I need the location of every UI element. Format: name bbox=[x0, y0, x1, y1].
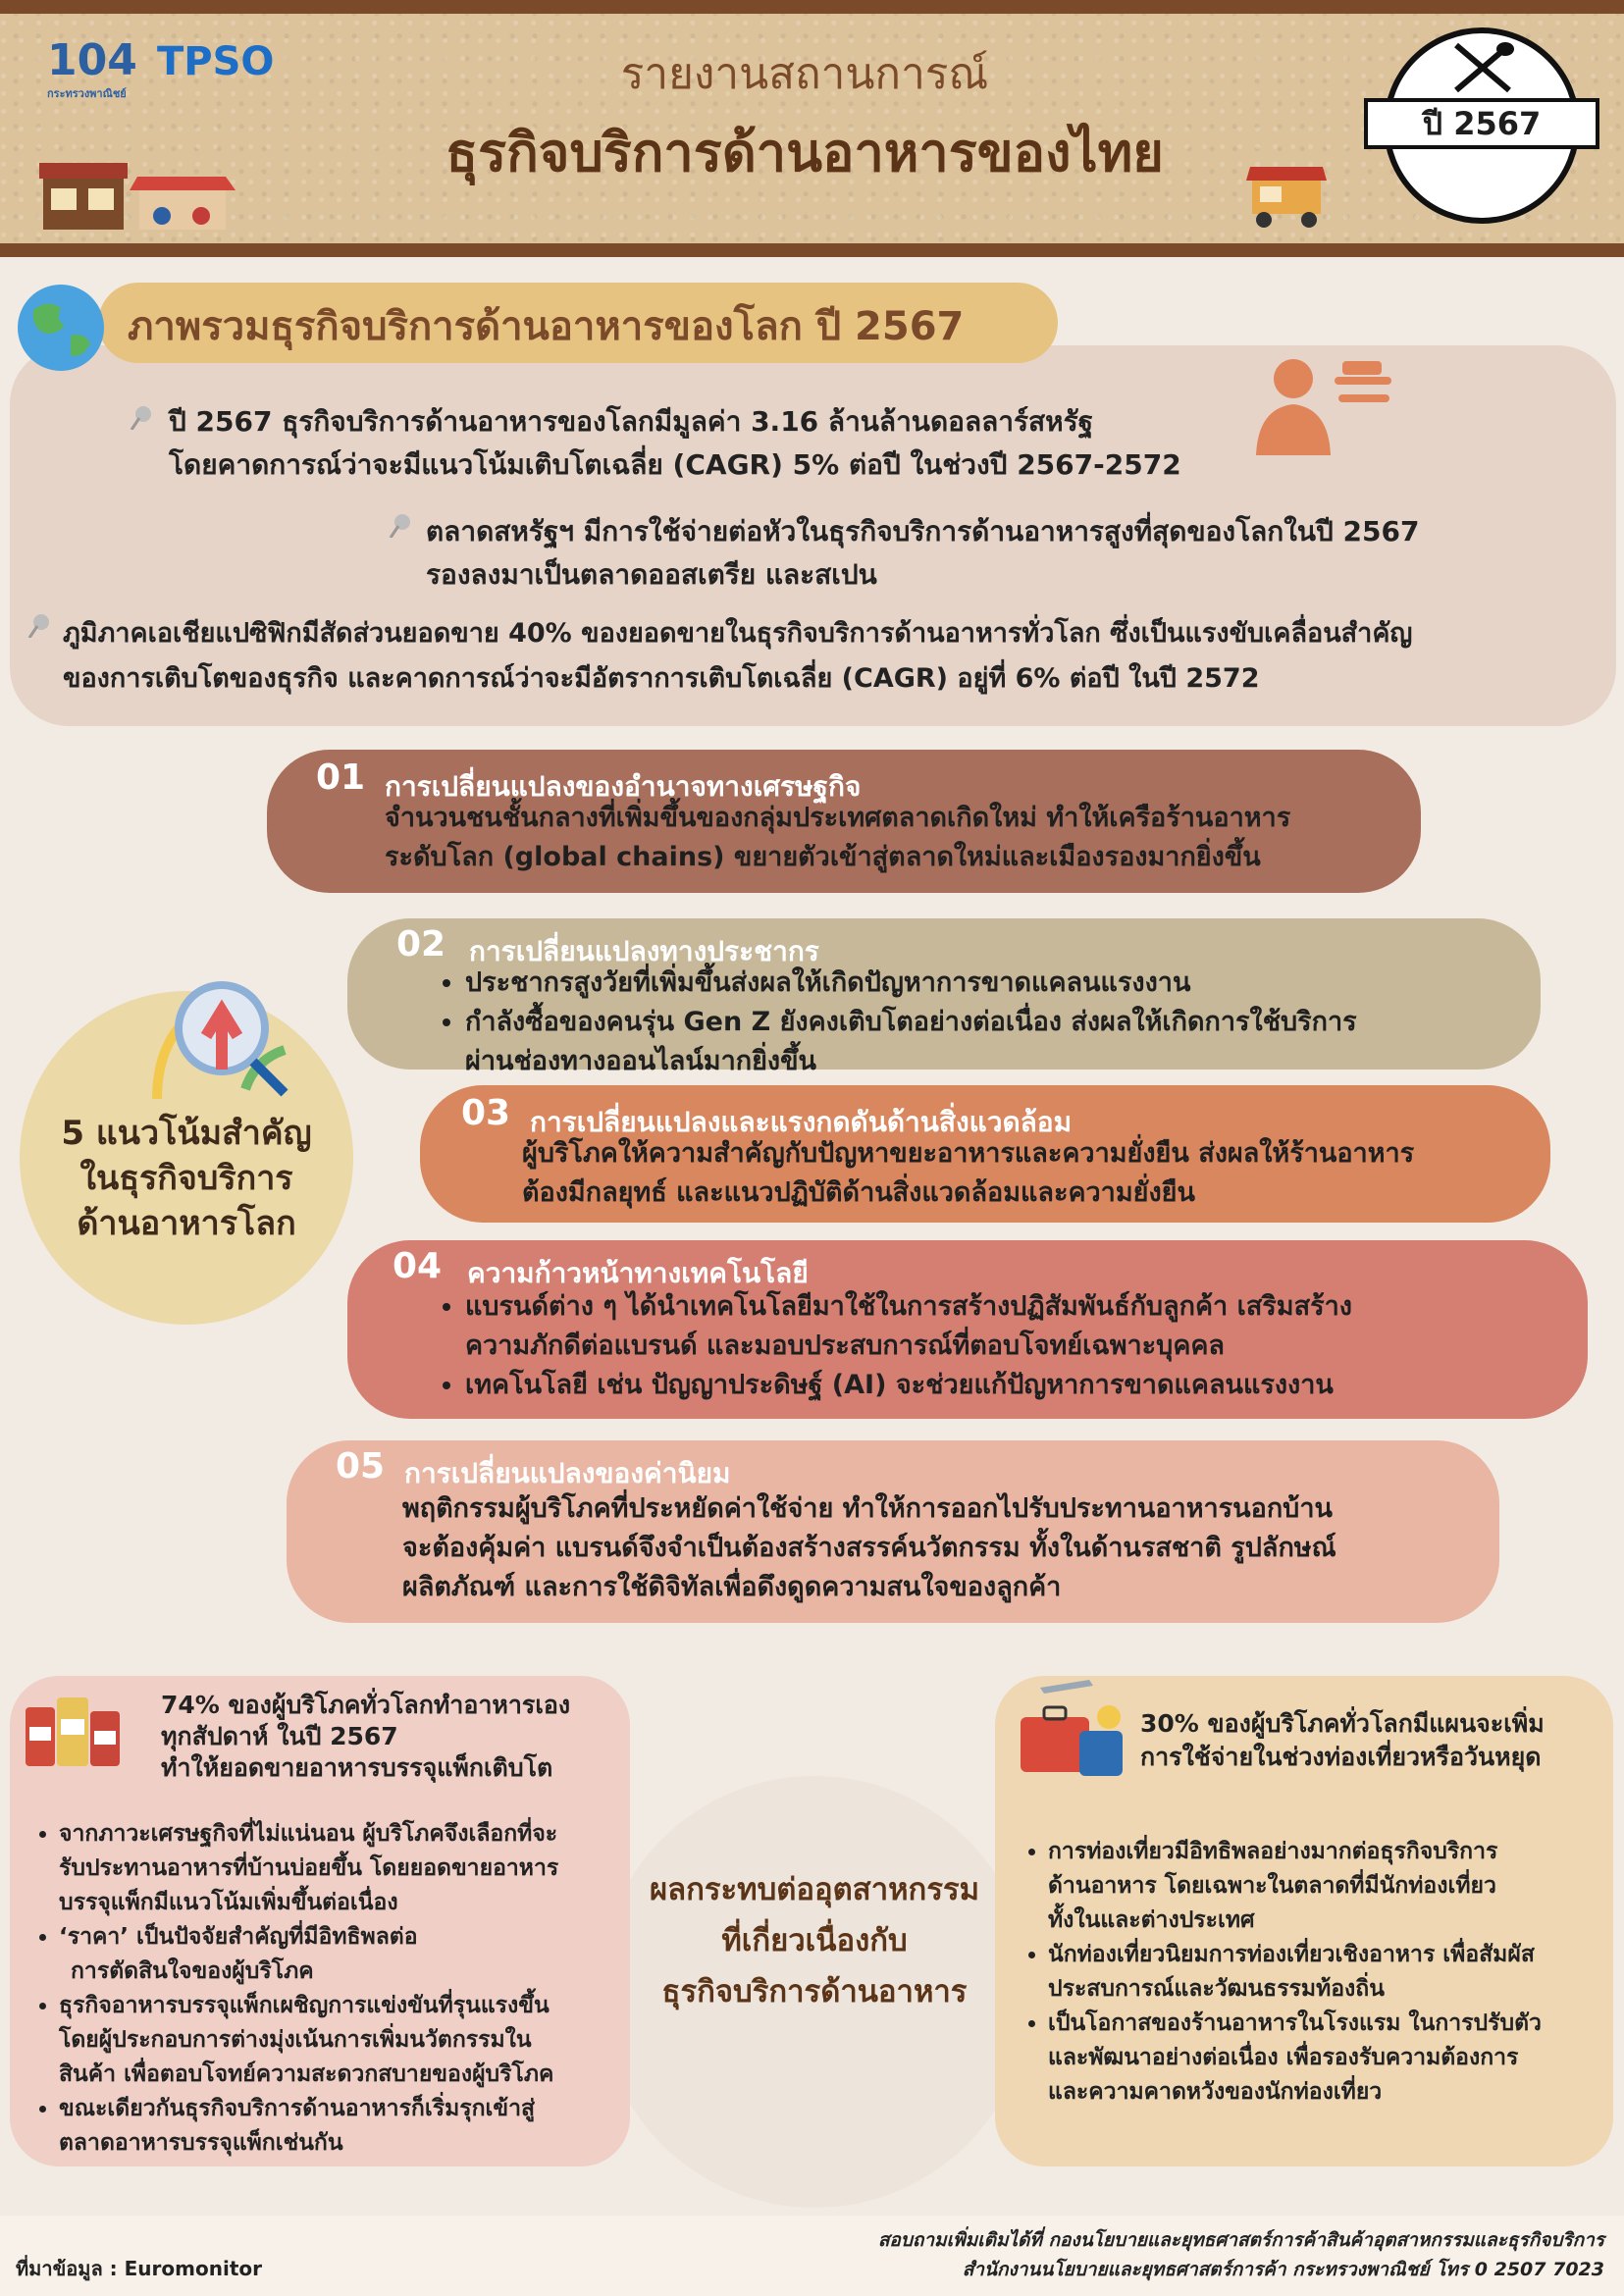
global-point1-line1: ปี 2567 ธุรกิจบริการด้านอาหารของโลกมีมูลค่า 3.16 ล้านล้านดอลลาร์สหรัฐ bbox=[169, 405, 1094, 438]
global-point1-line2: โดยคาดการณ์ว่าจะมีแนวโน้มเติบโตเฉลี่ย (CAGR) 5% ต่อปี ในช่วงปี 2567-2572 bbox=[169, 448, 1181, 481]
impact-left-b3-line2: โดยผู้ประกอบการต่างมุ่งเน้นการเพิ่มนวัตกรรมใน bbox=[59, 2027, 532, 2053]
trend-05-number: 05 bbox=[336, 1446, 386, 1487]
impact-center-line1: ผลกระทบต่ออุตสาหกรรม bbox=[649, 1872, 980, 1907]
global-section-title: ภาพรวมธุรกิจบริการด้านอาหารของโลก ปี 2567 bbox=[128, 304, 965, 349]
header-top-frame bbox=[0, 0, 1624, 14]
impact-left-b4-line1: • ขณะเดียวกันธุรกิจบริการด้านอาหารก็เริ่มรุกเข้าสู่ bbox=[59, 2096, 536, 2121]
trend-02-bullet1: • ประชากรสูงวัยที่เพิ่มขึ้นส่งผลให้เกิดปัญหาการขาดแคลนแรงงาน bbox=[465, 964, 1357, 1003]
impact-right-b1-line3: ทั้งในและต่างประเทศ bbox=[1048, 1907, 1255, 1933]
trend-02-number: 02 bbox=[396, 924, 446, 965]
impact-right-heading-line1: 30% ของผู้บริโภคทั่วโลกมีแผนจะเพิ่ม bbox=[1140, 1709, 1545, 1738]
footer-contact bbox=[878, 2225, 1604, 2284]
trend-04-bullet1 bbox=[465, 1287, 1352, 1366]
impact-left-bullet1 bbox=[59, 1817, 620, 1920]
trend-01-body bbox=[385, 799, 1290, 877]
trends-circle-label-line3: ด้านอาหารโลก bbox=[77, 1204, 296, 1243]
impact-left-heading-line2: ทุกสัปดาห์ ในปี 2567 bbox=[161, 1722, 398, 1750]
impact-left-heading-line3: ทำให้ยอดขายอาหารบรรจุแพ็กเติบโต bbox=[161, 1753, 553, 1782]
impact-right-b2-line2: ประสบการณ์และวัฒนธรรมท้องถิ่น bbox=[1048, 1976, 1385, 2002]
trend-03-line1: ผู้บริโภคให้ความสำคัญกับปัญหาขยะอาหารและความยั่งยืน ส่งผลให้ร้านอาหาร bbox=[522, 1138, 1415, 1169]
impact-right-b1-line1: • การท่องเที่ยวมีอิทธิพลอย่างมากต่อธุรกิจบริการ bbox=[1048, 1839, 1498, 1864]
impact-right-b3-line2: และพัฒนาอย่างต่อเนื่อง เพื่อรองรับความต้องการ bbox=[1048, 2045, 1519, 2070]
food-cart-icon bbox=[1244, 159, 1329, 230]
footer-contact-line1: สอบถามเพิ่มเติมได้ที่ กองนโยบายและยุทธศาสตร์การค้าสินค้าอุตสาหกรรมและธุรกิจบริการ bbox=[877, 2229, 1604, 2251]
trends-circle-label-line2: ในธุรกิจบริการ bbox=[79, 1159, 293, 1198]
impact-left-b4-line2: ตลาดอาหารบรรจุแพ็กเช่นกัน bbox=[59, 2130, 343, 2156]
trend-02-bullet2 bbox=[465, 1003, 1357, 1081]
waiter-icon bbox=[1244, 349, 1401, 457]
tpso-logo: TPSO bbox=[157, 39, 275, 84]
trend-05-body bbox=[402, 1489, 1336, 1607]
trend-03-body bbox=[522, 1134, 1414, 1213]
report-title-line2: ธุรกิจบริการด้านอาหารของไทย bbox=[445, 122, 1164, 183]
logo-104-text: 104 bbox=[47, 35, 137, 85]
impact-right-heading-line2: การใช้จ่ายในช่วงท่องเที่ยวหรือวันหยุด bbox=[1140, 1743, 1542, 1771]
impact-center-title bbox=[628, 1864, 1001, 2017]
trend-05-heading: การเปลี่ยนแปลงของค่านิยม bbox=[404, 1457, 731, 1489]
impact-left-b3-line3: สินค้า เพื่อตอบโจทย์ความสะดวกสบายของผู้บริโภค bbox=[59, 2061, 554, 2087]
impact-left-b1-line3: บรรจุแพ็กมีแนวโน้มเพิ่มขึ้นต่อเนื่อง bbox=[59, 1890, 398, 1915]
impact-right-list bbox=[1021, 1835, 1609, 2110]
trend-01-heading: การเปลี่ยนแปลงของอำนาจทางเศรษฐกิจ bbox=[385, 770, 862, 803]
trend-01-line2: ระดับโลก (global chains) ขยายตัวเข้าสู่ตลาดใหม่และเมืองรองมากยิ่งขึ้น bbox=[385, 842, 1261, 872]
global-point2-line1: ตลาดสหรัฐฯ มีการใช้จ่ายต่อหัวในธุรกิจบริการด้านอาหารสูงที่สุดของโลกในปี 2567 bbox=[426, 515, 1420, 548]
trend-04-number: 04 bbox=[393, 1246, 443, 1286]
impact-left-bullet4 bbox=[59, 2092, 620, 2161]
pushpin-icon bbox=[128, 404, 153, 430]
globe-icon bbox=[14, 281, 108, 375]
impact-left-bullet3 bbox=[59, 1989, 620, 2092]
impact-left-bullet2 bbox=[59, 1920, 620, 1989]
impact-left-heading bbox=[161, 1690, 570, 1784]
trend-05-line3: ผลิตภัณฑ์ และการใช้ดิจิทัลเพื่อดึงดูดความสนใจของลูกค้า bbox=[402, 1572, 1062, 1602]
trend-02-heading: การเปลี่ยนแปลงทางประชากร bbox=[469, 935, 819, 967]
trend-03-heading: การเปลี่ยนแปลงและแรงกดดันด้านสิ่งแวดล้อม bbox=[530, 1106, 1073, 1138]
impact-left-b1-line1: • จากภาวะเศรษฐกิจที่ไม่แน่นอน ผู้บริโภคจึงเลือกที่จะ bbox=[59, 1821, 558, 1847]
fork-spoon-icon bbox=[1448, 39, 1517, 94]
trend-02-bullet2-line1: • กำลังซื้อของคนรุ่น Gen Z ยังคงเติบโตอย่างต่อเนื่อง ส่งผลให้เกิดการใช้บริการ bbox=[465, 1007, 1357, 1037]
growth-magnifier-icon bbox=[137, 971, 294, 1109]
global-point3-line2: ของการเติบโตของธุรกิจ และคาดการณ์ว่าจะมีอัตราการเติบโตเฉลี่ย (CAGR) อยู่ที่ 6% ต่อปี ในปี 2572 bbox=[63, 663, 1260, 694]
trend-05-line1: พฤติกรรมผู้บริโภคที่ประหยัดค่าใช้จ่าย ทำให้การออกไปรับประทานอาหารนอกบ้าน bbox=[402, 1493, 1333, 1524]
impact-center-line3: ธุรกิจบริการด้านอาหาร bbox=[661, 1974, 968, 2009]
trend-03-number: 03 bbox=[461, 1093, 511, 1133]
ministry-logo bbox=[47, 35, 143, 100]
trend-02-body bbox=[432, 964, 1357, 1081]
travel-luggage-icon bbox=[1011, 1678, 1138, 1786]
trend-04-heading: ความก้าวหน้าทางเทคโนโลยี bbox=[467, 1257, 809, 1289]
pushpin-icon bbox=[26, 612, 51, 638]
trend-05-line2: จะต้องคุ้มค่า แบรนด์จึงจำเป็นต้องสร้างสรรค์นวัตกรรม ทั้งในด้านรสชาติ รูปลักษณ์ bbox=[402, 1533, 1336, 1563]
global-point3-line1: ภูมิภาคเอเชียแปซิฟิกมีสัดส่วนยอดขาย 40% ของยอดขายในธุรกิจบริการด้านอาหารทั่วโลก ซึ่งเป็นแรงขับเคลื่อนสำคัญ bbox=[63, 618, 1413, 649]
impact-right-b1-line2: ด้านอาหาร โดยเฉพาะในตลาดที่มีนักท่องเที่ยว bbox=[1048, 1873, 1496, 1899]
pushpin-icon bbox=[387, 512, 412, 538]
trend-04-bullet1-line1: • แบรนด์ต่าง ๆ ได้นำเทคโนโลยีมาใช้ในการสร้างปฏิสัมพันธ์กับลูกค้า เสริมสร้าง bbox=[465, 1291, 1352, 1322]
impact-left-heading-line1: 74% ของผู้บริโภคทั่วโลกทำอาหารเอง bbox=[161, 1691, 571, 1719]
impact-right-b3-line1: • เป็นโอกาสของร้านอาหารในโรงแรม ในการปรับตัว bbox=[1048, 2010, 1542, 2036]
footer-contact-line2: สำนักงานนโยบายและยุทธศาสตร์การค้า กระทรวงพาณิชย์ โทร 0 2507 7023 bbox=[962, 2259, 1604, 2280]
footer-source: ที่มาข้อมูล : Euromonitor bbox=[16, 2257, 262, 2280]
global-point2-line2: รองลงมาเป็นตลาดออสเตรีย และสเปน bbox=[426, 558, 877, 591]
trend-04-bullet1-line2: ความภักดีต่อแบรนด์ และมอบประสบการณ์ที่ตอบโจทย์เฉพาะบุคคล bbox=[465, 1331, 1225, 1361]
impact-left-b2-line1: • ‘ราคา’ เป็นปัจจัยสำคัญที่มีอิทธิพลต่อ bbox=[59, 1924, 418, 1950]
trends-circle-label bbox=[39, 1111, 334, 1246]
trend-01-line1: จำนวนชนชั้นกลางที่เพิ่มขึ้นของกลุ่มประเทศตลาดเกิดใหม่ ทำให้เครือร้านอาหาร bbox=[385, 803, 1291, 833]
year-badge: ปี 2567 bbox=[1364, 98, 1599, 149]
trend-04-bullet2: • เทคโนโลยี เช่น ปัญญาประดิษฐ์ (AI) จะช่วยแก้ปัญหาการขาดแคลนแรงงาน bbox=[465, 1366, 1352, 1405]
trend-02-bullet2-line2: ผ่านช่องทางออนไลน์มากยิ่งขึ้น bbox=[465, 1046, 817, 1076]
impact-right-b3-line3: และความคาดหวังของนักท่องเที่ยว bbox=[1048, 2079, 1383, 2105]
packaged-food-icon bbox=[22, 1688, 139, 1778]
impact-left-list bbox=[31, 1817, 620, 2161]
restaurant-illustration bbox=[39, 155, 245, 232]
impact-right-bullet2 bbox=[1048, 1938, 1609, 2007]
trend-03-line2: ต้องมีกลยุทธ์ และแนวปฏิบัติด้านสิ่งแวดล้อมและความยั่งยืน bbox=[522, 1177, 1195, 1208]
impact-right-bullet1 bbox=[1048, 1835, 1609, 1938]
trend-04-body bbox=[432, 1287, 1352, 1405]
impact-right-b2-line1: • นักท่องเที่ยวนิยมการท่องเที่ยวเชิงอาหาร เพื่อสัมผัส bbox=[1048, 1942, 1535, 1967]
logo-104-subtext: กระทรวงพาณิชย์ bbox=[47, 87, 127, 100]
impact-left-b1-line2: รับประทานอาหารที่บ้านบ่อยขึ้น โดยยอดขายอาหาร bbox=[59, 1855, 559, 1881]
report-title-line1: รายงานสถานการณ์ bbox=[620, 49, 989, 99]
impact-right-bullet3 bbox=[1048, 2007, 1609, 2110]
impact-center-line2: ที่เกี่ยวเนื่องกับ bbox=[721, 1923, 908, 1958]
trends-circle-label-line1: 5 แนวโน้มสำคัญ bbox=[61, 1114, 312, 1153]
impact-left-b2-line2: การตัดสินใจของผู้บริโภค bbox=[71, 1958, 314, 1984]
impact-left-b3-line1: • ธุรกิจอาหารบรรจุแพ็กเผชิญการแข่งขันที่รุนแรงขึ้น bbox=[59, 1993, 550, 2018]
trend-01-number: 01 bbox=[316, 757, 366, 798]
impact-right-heading bbox=[1140, 1707, 1545, 1774]
